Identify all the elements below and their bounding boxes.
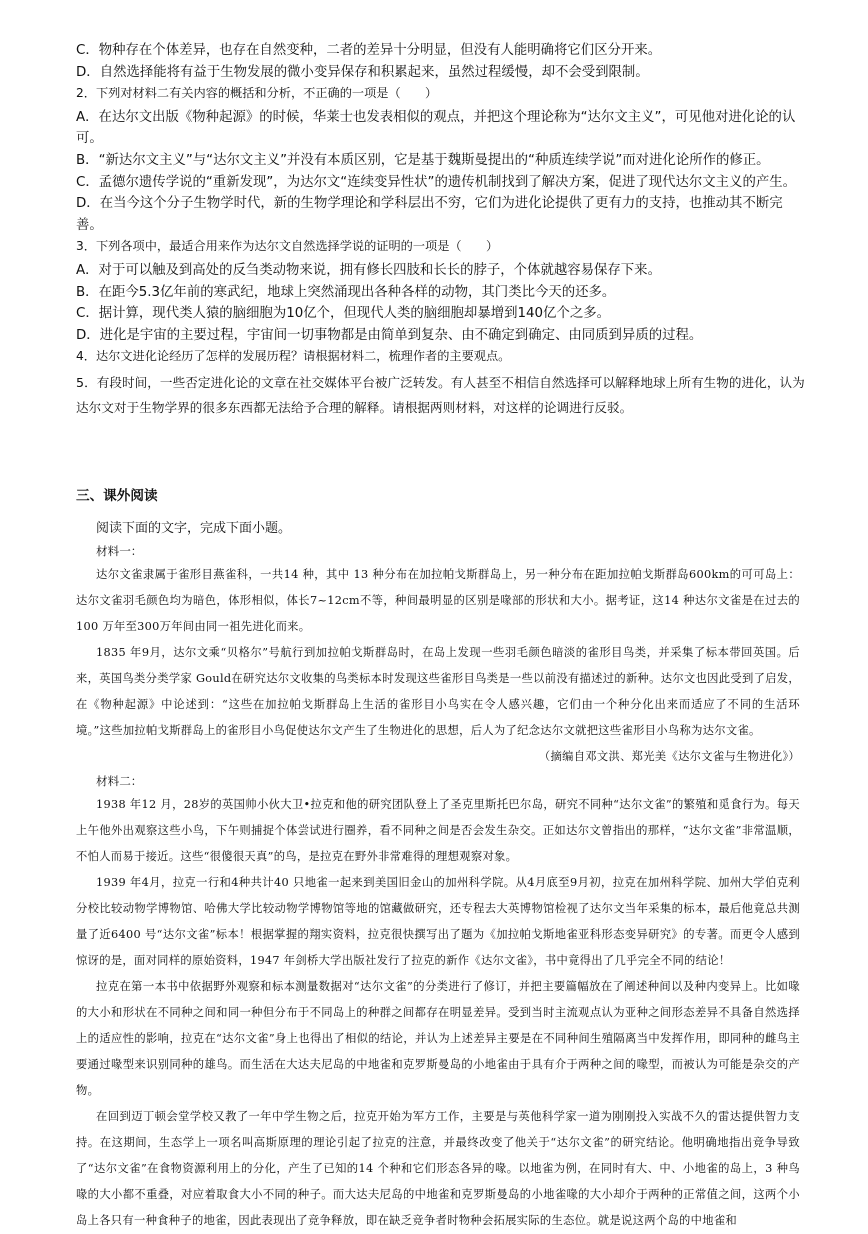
- material1-paragraph: 1835 年9月，达尔文乘“贝格尔”号航行到加拉帕戈斯群岛时，在岛上发现一些羽毛颜色暗淡的雀形目鸟类，并采集了标本带回英国。后来，英国鸟类分类学家 Gould在研究达尔文收集的鸟类标本时发现这些雀形目鸟类是一些以前没有描述过的新种。达尔文也因此受到了启发，在《物种起源》中论述到：“这些在加拉帕戈斯群岛上生活的雀形目小鸟实在令人感兴趣，它们由一个种分化出来而适应了不同的生活环境。”这些加拉帕戈斯群岛上的雀形目小鸟促使达尔文产生了生物进化的思想，后人为了纪念达尔文就把这些雀形目小鸟称为达尔文雀。: [76, 646, 800, 737]
- q2-option-d: D．在当今这个分子生物学时代，新的生物学理论和学科层出不穷，它们为进化论提供了更有力的支持，也推动其不断完善。: [76, 196, 783, 233]
- q2-stem: 2．下列对材料二有关内容的概括和分析，不正确的一项是（ ）: [76, 86, 438, 101]
- q3-option-a: A．对于可以触及到高处的反刍类动物来说，拥有修长四肢和长长的脖子，个体就越容易保存下来。: [76, 262, 661, 278]
- q3-stem: 3．下列各项中，最适合用来作为达尔文自然选择学说的证明的一项是（ ）: [76, 239, 499, 254]
- material2-paragraph: 1938 年12 月，28岁的英国帅小伙大卫•拉克和他的研究团队登上了圣克里斯托巴尔岛，研究不同种“达尔文雀”的繁殖和觅食行为。每天上午他外出观察这些小鸟，下午则捕捉个体尝试进行圈养，看不同种之间是否会发生杂交。正如达尔文曾指出的那样，“达尔文雀”非常温顺，不怕人而易于接近。这些“很傻很天真”的鸟，是拉克在野外非常难得的理想观察对象。: [76, 798, 800, 863]
- reading-intro: 阅读下面的文字，完成下面小题。: [96, 521, 292, 536]
- q5-question: 5．有段时间，一些否定进化论的文章在社交媒体平台被广泛转发。有人甚至不相信自然选择可以解释地球上所有生物的进化，认为达尔文对于生物学界的很多东西都无法给予合理的解释。请根据两则材料，对这样的论调进行反驳。: [76, 374, 805, 415]
- q4-question: 4．达尔文进化论经历了怎样的发展历程？请根据材料二，梳理作者的主要观点。: [76, 349, 511, 364]
- material2-paragraph: 在回到迈丁顿会堂学校又教了一年中学生物之后，拉克开始为军方工作，主要是与英他科学家一道为刚刚投入实战不久的雷达提供智力支持。在这期间，生态学上一项名叫高斯原理的理论引起了拉克的注意，并最终改变了他关于“达尔文雀”的研究结论。他明确地指出竞争导致了“达尔文雀”在食物资源利用上的分化，产生了已知的14 个种和它们形态各异的喙。以地雀为例，在同时有大、中、小地雀的岛上，3 种鸟喙的大小都不重叠，对应着取食大小不同的种子。而大达夫尼岛的中地雀和克罗斯曼岛的小地雀喙的大小却介于两种的正常值之间，这两个小岛上各只有一种食种子的地雀，因此表现出了竞争释放，即在缺乏竞争者时物种会拓展实际的生态位。就是说这两个岛的中地雀和: [76, 1110, 800, 1227]
- material1-source: （摘编自邓文洪、郑光美《达尔文雀与生物进化》）: [538, 750, 800, 763]
- q3-option-b: B．在距今5.3亿年前的寒武纪，地球上突然涌现出各种各样的动物，其门类比今天的还多。: [76, 284, 616, 300]
- q3-option-d: D．进化是宇宙的主要过程，宇宙间一切事物都是由简单到复杂、由不确定到确定、由同质到异质的过程。: [76, 327, 703, 343]
- q2-option-a: A．在达尔文出版《物种起源》的时候，华莱士也发表相似的观点，并把这个理论称为“达尔文主义”，可见他对进化论的认可。: [76, 109, 796, 147]
- q2-option-b: B．“新达尔文主义”与“达尔文主义”并没有本质区别，它是基于魏斯曼提出的“种质连续学说”而对进化论所作的修正。: [76, 152, 770, 168]
- q1-option-d: D．自然选择能将有益于生物发展的微小变异保存和积累起来，虽然过程缓慢，却不会受到限制。: [76, 64, 649, 80]
- material2-label: 材料二：: [96, 774, 143, 788]
- questions-block: [76, 40, 806, 420]
- q3-option-c: C．据计算，现代类人猿的脑细胞为10亿个，但现代人类的脑细胞却暴增到140亿个之多。: [76, 306, 611, 322]
- reading-passage: [76, 518, 800, 1234]
- material2-paragraph: 拉克在第一本书中依据野外观察和标本测量数据对“达尔文雀”的分类进行了修订，并把主要篇幅放在了阐述种间以及种内变异上。比如喙的大小和形状在不同种之间和同一种但分布于不同岛上的种群之间都存在明显差异。受到当时主流观点认为亚种之间形态差异不具备自然选择上的适应性的影响，拉克在“达尔文雀”身上也得出了相似的结论，并认为上述差异主要是在不同种间生殖隔离当中发挥作用，即同种的雌鸟主要通过喙型来识别同种的雄鸟。而生活在大达夫尼岛的中地雀和克罗斯曼岛的小地雀由于具有介于两种之间的喙型，而被认为可能是杂交的产物。: [76, 980, 800, 1097]
- material2-paragraph: 1939 年4月，拉克一行和4种共计40 只地雀一起来到美国旧金山的加州科学院。从4月底至9月初，拉克在加州科学院、加州大学伯克利分校比较动物学博物馆、哈佛大学比较动物学博物馆等地的馆藏做研究，还专程去大英博物馆检视了达尔文当年采集的标本，最后他竟总共测量了近6400 号“达尔文雀”标本！根据掌握的翔实资料，拉克很快撰写出了题为《加拉帕戈斯地雀亚科形态变异研究》的专著。而更令人感到惊讶的是，面对同样的原始资料，1947 年剑桥大学出版社发行了拉克的新作《达尔文雀》，书中竟得出了几乎完全不同的结论！: [76, 876, 800, 967]
- section-title: 三、课外阅读: [76, 488, 158, 504]
- q2-option-c: C．孟德尔遗传学说的“重新发现”，为达尔文“连续变异性状”的遗传机制找到了解决方案，促进了现代达尔文主义的产生。: [76, 174, 797, 190]
- material1-label: 材料一：: [96, 544, 143, 558]
- q1-option-c: C．物种存在个体差异，也存在自然变种，二者的差异十分明显，但没有人能明确将它们区分开来。: [76, 43, 662, 58]
- material1-paragraph: 达尔文雀隶属于雀形目燕雀科，一共14 种，其中 13 种分布在加拉帕戈斯群岛上，另一种分布在距加拉帕戈斯群岛600km的可可岛上：达尔文雀羽毛颜色均为暗色，体形相似，体长7~12cm不等，种间最明显的区别是喙部的形状和大小。据考证，这14 种达尔文雀是在过去的100 万年至300万年间由同一祖先进化而来。: [76, 568, 800, 633]
